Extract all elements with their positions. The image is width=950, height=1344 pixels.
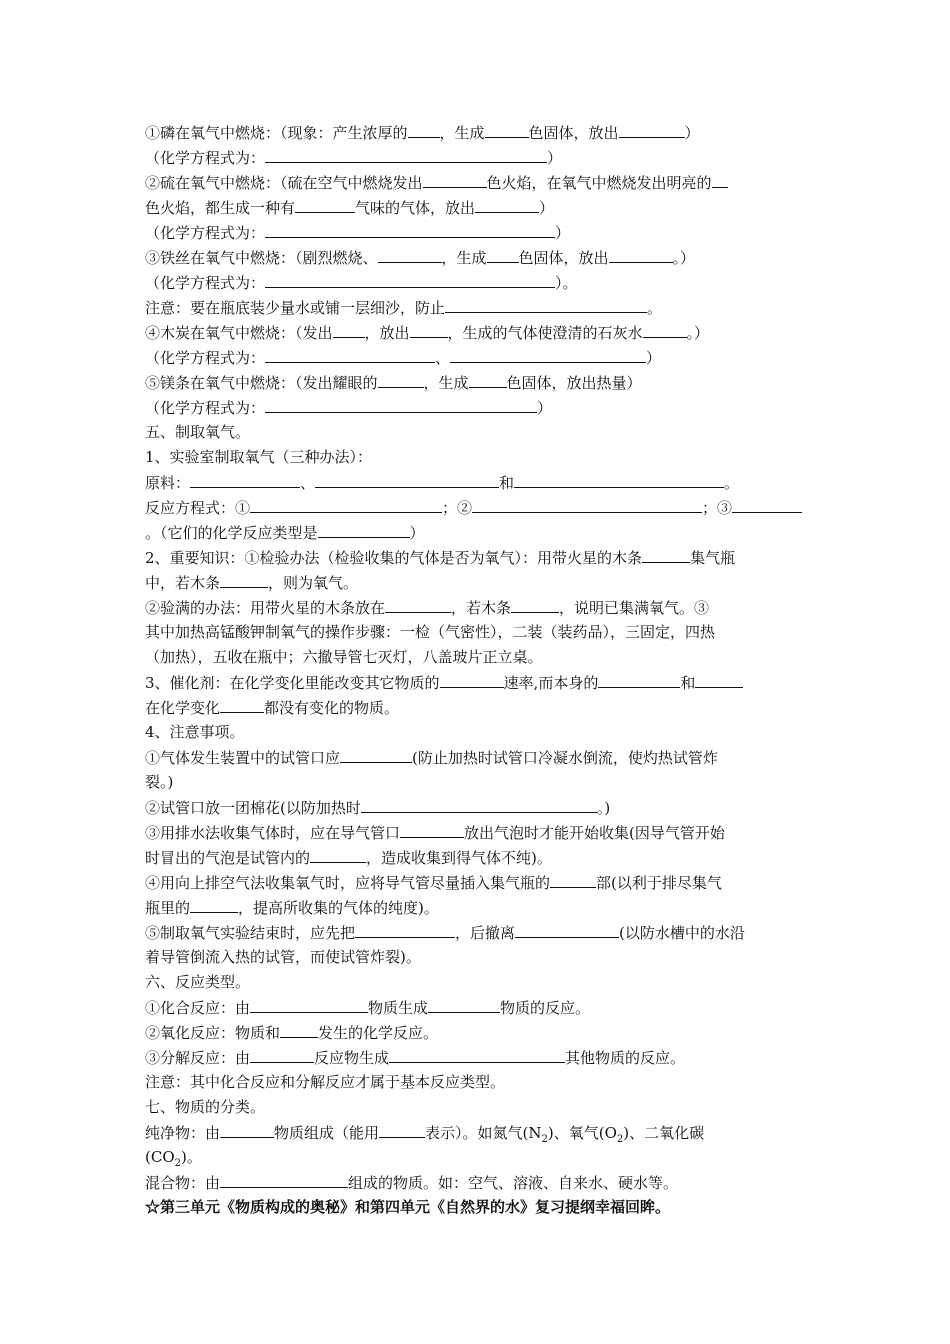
text-segment: 其中加热高锰酸钾制氧气的操作步骤：一检（气密性），二装（装药品），三固定，四热 (145, 623, 716, 641)
fill-in-blank[interactable] (265, 220, 555, 238)
text-segment: ③分解反应：由 (145, 1049, 251, 1067)
text-segment: ，说明已集满氧气。③ (559, 599, 710, 617)
fill-in-blank[interactable] (220, 695, 264, 713)
text-segment: ） (646, 349, 662, 367)
fill-in-blank[interactable] (378, 245, 442, 263)
precaution-5 (145, 920, 810, 945)
fill-in-blank[interactable] (515, 920, 619, 938)
kmno4-steps-cont (145, 645, 810, 670)
fill-in-blank[interactable] (361, 795, 597, 813)
fill-in-blank[interactable] (340, 745, 412, 763)
section-7-heading (145, 1095, 810, 1120)
text-segment: ①气体发生装置中的试管口应 (145, 749, 341, 767)
fill-in-blank[interactable] (250, 1045, 314, 1063)
text-segment: 。 (647, 299, 663, 317)
text-segment: （化学方程式为： (145, 274, 266, 292)
text-segment: 集气瓶 (690, 549, 736, 567)
fill-in-blank[interactable] (428, 995, 500, 1013)
text-segment: ②验满的办法：用带火星的木条放在 (145, 599, 386, 617)
fill-in-blank[interactable] (440, 670, 504, 688)
text-segment: ④用向上排空气法收集氧气时，应将导气管尽量插入集气瓶的 (145, 874, 551, 892)
text-segment: 。 (724, 474, 740, 492)
text-segment: 、 (300, 474, 316, 492)
text-segment: ，生成的气体使澄清的石灰水 (447, 324, 643, 342)
magnesium-equation (145, 395, 810, 420)
text-segment: ①磷在氧气中燃烧：（现象：产生浓厚的 (145, 124, 408, 142)
text-segment: 。） (672, 249, 696, 267)
text-segment: (以防水槽中的水沿 (619, 924, 745, 942)
fill-in-blank[interactable] (220, 1170, 348, 1188)
text-segment: 物质生成 (368, 999, 429, 1017)
kmno4-steps (145, 620, 810, 645)
precaution-3-cont (145, 845, 810, 870)
text-segment: 1、实验室制取氧气（三种办法）： (145, 448, 373, 466)
text-segment: 瓶里的 (145, 899, 191, 917)
text-segment: 物质的反应。 (500, 999, 591, 1017)
fill-in-blank[interactable] (619, 120, 685, 138)
text-segment: ，若木条 (451, 599, 512, 617)
fill-in-blank[interactable] (445, 295, 647, 313)
phosphorus-equation (145, 145, 810, 170)
text-segment: 2、重要知识：①检验办法（检验收集的气体是否为氧气）：用带火星的木条 (145, 549, 643, 567)
fill-in-blank[interactable] (511, 595, 559, 613)
fill-in-blank[interactable] (250, 995, 368, 1013)
precaution-3 (145, 820, 810, 845)
fill-in-blank[interactable] (643, 320, 687, 338)
fill-in-blank[interactable] (609, 245, 673, 263)
text-segment: ，造成收集到得气体不纯)。 (366, 849, 552, 867)
text-segment: 六、反应类型。 (145, 973, 251, 991)
text-segment: ，生成 (441, 249, 487, 267)
text-segment: ③铁丝在氧气中燃烧：（剧烈燃烧、 (145, 249, 378, 267)
section-5-heading (145, 420, 810, 445)
fill-in-blank[interactable] (250, 495, 442, 513)
text-segment: 中，若木条 (145, 574, 221, 592)
fill-in-blank[interactable] (295, 195, 355, 213)
text-segment: ④木炭在氧气中燃烧：（发出 (145, 324, 333, 342)
text-segment: ①化合反应：由 (145, 999, 251, 1017)
fill-in-blank[interactable] (265, 345, 435, 363)
pure-substance-cont (145, 1145, 810, 1170)
fill-in-blank[interactable] (385, 595, 451, 613)
fill-in-blank[interactable] (450, 345, 646, 363)
fill-in-blank[interactable] (712, 170, 728, 188)
text-segment: （加热），五收在瓶中；六撤导管七灭灯，八盖玻片正立桌。 (145, 648, 543, 666)
fill-in-blank[interactable] (410, 320, 448, 338)
text-segment: 气味的气体，放出 (355, 199, 476, 217)
fill-in-blank[interactable] (220, 1120, 274, 1138)
fill-in-blank[interactable] (514, 470, 724, 488)
fill-in-blank[interactable] (265, 395, 537, 413)
text-segment: ） (539, 199, 555, 217)
fill-in-blank[interactable] (265, 145, 547, 163)
subscript: 2 (541, 1134, 548, 1145)
reaction-type (145, 520, 810, 545)
raw-materials (145, 470, 810, 495)
pure-substance (145, 1120, 810, 1145)
magnesium-burning (145, 370, 810, 395)
fill-in-blank[interactable] (408, 120, 440, 138)
fill-in-blank[interactable] (423, 170, 487, 188)
text-segment: 七、物质的分类。 (145, 1098, 266, 1116)
fill-in-blank[interactable] (469, 370, 507, 388)
text-segment: 混合物：由 (145, 1174, 221, 1192)
text-segment: 色固体，放出 (518, 249, 609, 267)
text-segment: 反应方程式：① (145, 499, 251, 517)
text-segment: 注意：要在瓶底装少量水或铺一层细沙，防止 (145, 299, 446, 317)
carbon-equation (145, 345, 810, 370)
text-segment: 其他物质的反应。 (565, 1049, 686, 1067)
text-segment: 速率,而本身的 (503, 674, 599, 692)
iron-equation (145, 270, 810, 295)
text-segment: (CO (145, 1148, 175, 1166)
unit-3-4-review-title (145, 1195, 810, 1220)
text-segment: 在化学变化 (145, 699, 221, 717)
text-segment: ，生成 (439, 124, 485, 142)
text-segment: ） (555, 224, 571, 242)
fill-in-blank[interactable] (472, 495, 702, 513)
fill-in-blank[interactable] (265, 270, 555, 288)
text-segment: ） (537, 399, 553, 417)
section-6-heading (145, 970, 810, 995)
precaution-1 (145, 745, 810, 770)
text-segment: （化学方程式为： (145, 349, 266, 367)
text-segment: ⑤制取氧气实验结束时，应先把 (145, 924, 356, 942)
document-page (145, 120, 810, 1220)
text-segment: 。（它们的化学反应类型是 (145, 524, 318, 542)
text-segment: 组成的物质。如：空气、溶液、自来水、硬水等。 (348, 1174, 679, 1192)
inspection-method-cont (145, 570, 810, 595)
precaution-1-cont (145, 770, 810, 795)
text-segment: ，提高所收集的气体的纯度)。 (238, 899, 439, 917)
text-segment: 发生的化学反应。 (318, 1024, 439, 1042)
text-segment: ） (684, 124, 700, 142)
text-segment: 五、制取氧气。 (145, 423, 251, 441)
text-segment: 和 (680, 674, 696, 692)
decomposition-reaction (145, 1045, 810, 1070)
text-segment: 时冒出的气泡是试管内的 (145, 849, 311, 867)
fill-in-blank[interactable] (310, 845, 366, 863)
fill-in-blank[interactable] (598, 670, 680, 688)
text-segment: ，生成 (423, 374, 469, 392)
text-segment: ；③ (702, 499, 733, 517)
text-segment: 注意：其中化合反应和分解反应才属于基本反应类型。 (145, 1073, 506, 1091)
iron-burning (145, 245, 810, 270)
text-segment: （化学方程式为： (145, 149, 266, 167)
text-segment: 和 (499, 474, 515, 492)
text-segment: ③用排水法收集气体时，应在导气管口 (145, 824, 401, 842)
text-segment: ；② (442, 499, 473, 517)
text-segment: 色火焰，在氧气中燃烧发出明亮的 (486, 174, 712, 192)
reaction-note (145, 1070, 810, 1095)
precautions-heading (145, 720, 810, 745)
sulfur-equation (145, 220, 810, 245)
oxidation-reaction (145, 1020, 810, 1045)
text-segment: 着导管倒流入热的试管，而使试管炸裂)。 (145, 948, 421, 966)
mixture (145, 1170, 810, 1195)
catalyst-cont (145, 695, 810, 720)
precaution-5-cont (145, 945, 810, 970)
text-segment: ，后撤离 (455, 924, 516, 942)
fill-in-blank[interactable] (379, 1120, 425, 1138)
text-segment: 色固体，放出 (528, 124, 619, 142)
text-segment: ☆第三单元《物质构成的奥秘》和第四单元《自然界的水》复习提纲幸福回眸。 (145, 1198, 671, 1216)
combination-reaction (145, 995, 810, 1020)
text-segment: 原料： (145, 474, 191, 492)
text-segment: ） (409, 524, 425, 542)
fill-in-blank[interactable] (732, 495, 802, 513)
text-segment: 反应物生成 (314, 1049, 390, 1067)
fill-in-blank[interactable] (550, 870, 596, 888)
text-segment: 3、催化剂：在化学变化里能改变其它物质的 (145, 674, 440, 692)
fill-in-blank[interactable] (400, 820, 464, 838)
text-segment: 、 (435, 349, 451, 367)
text-segment: (防止加热时试管口冷凝水倒流，使灼热试管炸 (412, 749, 718, 767)
text-segment: （化学方程式为： (145, 224, 266, 242)
text-segment: 。) (596, 799, 611, 817)
text-segment: 表示）。如氮气(N (425, 1124, 542, 1142)
fill-in-blank[interactable] (315, 470, 499, 488)
text-segment: 部(以利于排尽集气 (596, 874, 722, 892)
full-check-method (145, 595, 810, 620)
inspection-method (145, 545, 810, 570)
text-segment: ）。 (555, 274, 578, 292)
fill-in-blank[interactable] (642, 545, 690, 563)
fill-in-blank[interactable] (487, 245, 519, 263)
lab-oxygen-heading (145, 445, 810, 470)
sulfur-burning-cont (145, 195, 810, 220)
text-segment: 裂。) (145, 773, 174, 791)
text-segment: ，则为氧气。 (268, 574, 359, 592)
fill-in-blank[interactable] (695, 670, 743, 688)
text-segment: 都没有变化的物质。 (264, 699, 400, 717)
fill-in-blank[interactable] (485, 120, 529, 138)
text-segment: )、氧气(O (547, 1124, 617, 1142)
fill-in-blank[interactable] (378, 370, 424, 388)
text-segment: ②试管口放一团棉花(以防加热时 (145, 799, 361, 817)
fill-in-blank[interactable] (190, 470, 300, 488)
fill-in-blank[interactable] (318, 520, 410, 538)
text-segment: )。 (181, 1148, 202, 1166)
text-segment: 物质组成（能用 (274, 1124, 380, 1142)
fill-in-blank[interactable] (190, 895, 238, 913)
text-segment: ⑤镁条在氧气中燃烧：（发出耀眼的 (145, 374, 378, 392)
precaution-4 (145, 870, 810, 895)
text-segment: 色固体，放出热量） (506, 374, 642, 392)
text-segment: 放出气泡时才能开始收集(因导气管开始 (464, 824, 725, 842)
subscript: 2 (616, 1134, 624, 1145)
text-segment: 4、注意事项。 (145, 723, 245, 741)
subscript: 2 (174, 1158, 182, 1169)
text-segment: ②氧化反应：物质和 (145, 1024, 281, 1042)
sulfur-burning (145, 170, 810, 195)
fill-in-blank[interactable] (280, 1020, 318, 1038)
precaution-2 (145, 795, 810, 820)
phosphorus-burning (145, 120, 810, 145)
precaution-4-cont (145, 895, 810, 920)
catalyst (145, 670, 810, 695)
fill-in-blank[interactable] (475, 195, 539, 213)
text-segment: ） (547, 149, 563, 167)
iron-note (145, 295, 810, 320)
fill-in-blank[interactable] (333, 320, 365, 338)
text-segment: （化学方程式为： (145, 399, 266, 417)
reaction-equations (145, 495, 810, 520)
text-segment: )、二氧化碳 (623, 1124, 705, 1142)
fill-in-blank[interactable] (220, 570, 268, 588)
text-segment: ，放出 (364, 324, 410, 342)
text-segment: 色火焰，都生成一种有 (145, 199, 296, 217)
text-segment: 纯净物：由 (145, 1124, 221, 1142)
text-segment: 。） (686, 324, 710, 342)
carbon-burning (145, 320, 810, 345)
text-segment: ②硫在氧气中燃烧：（硫在空气中燃烧发出 (145, 174, 423, 192)
fill-in-blank[interactable] (389, 1045, 565, 1063)
fill-in-blank[interactable] (355, 920, 455, 938)
